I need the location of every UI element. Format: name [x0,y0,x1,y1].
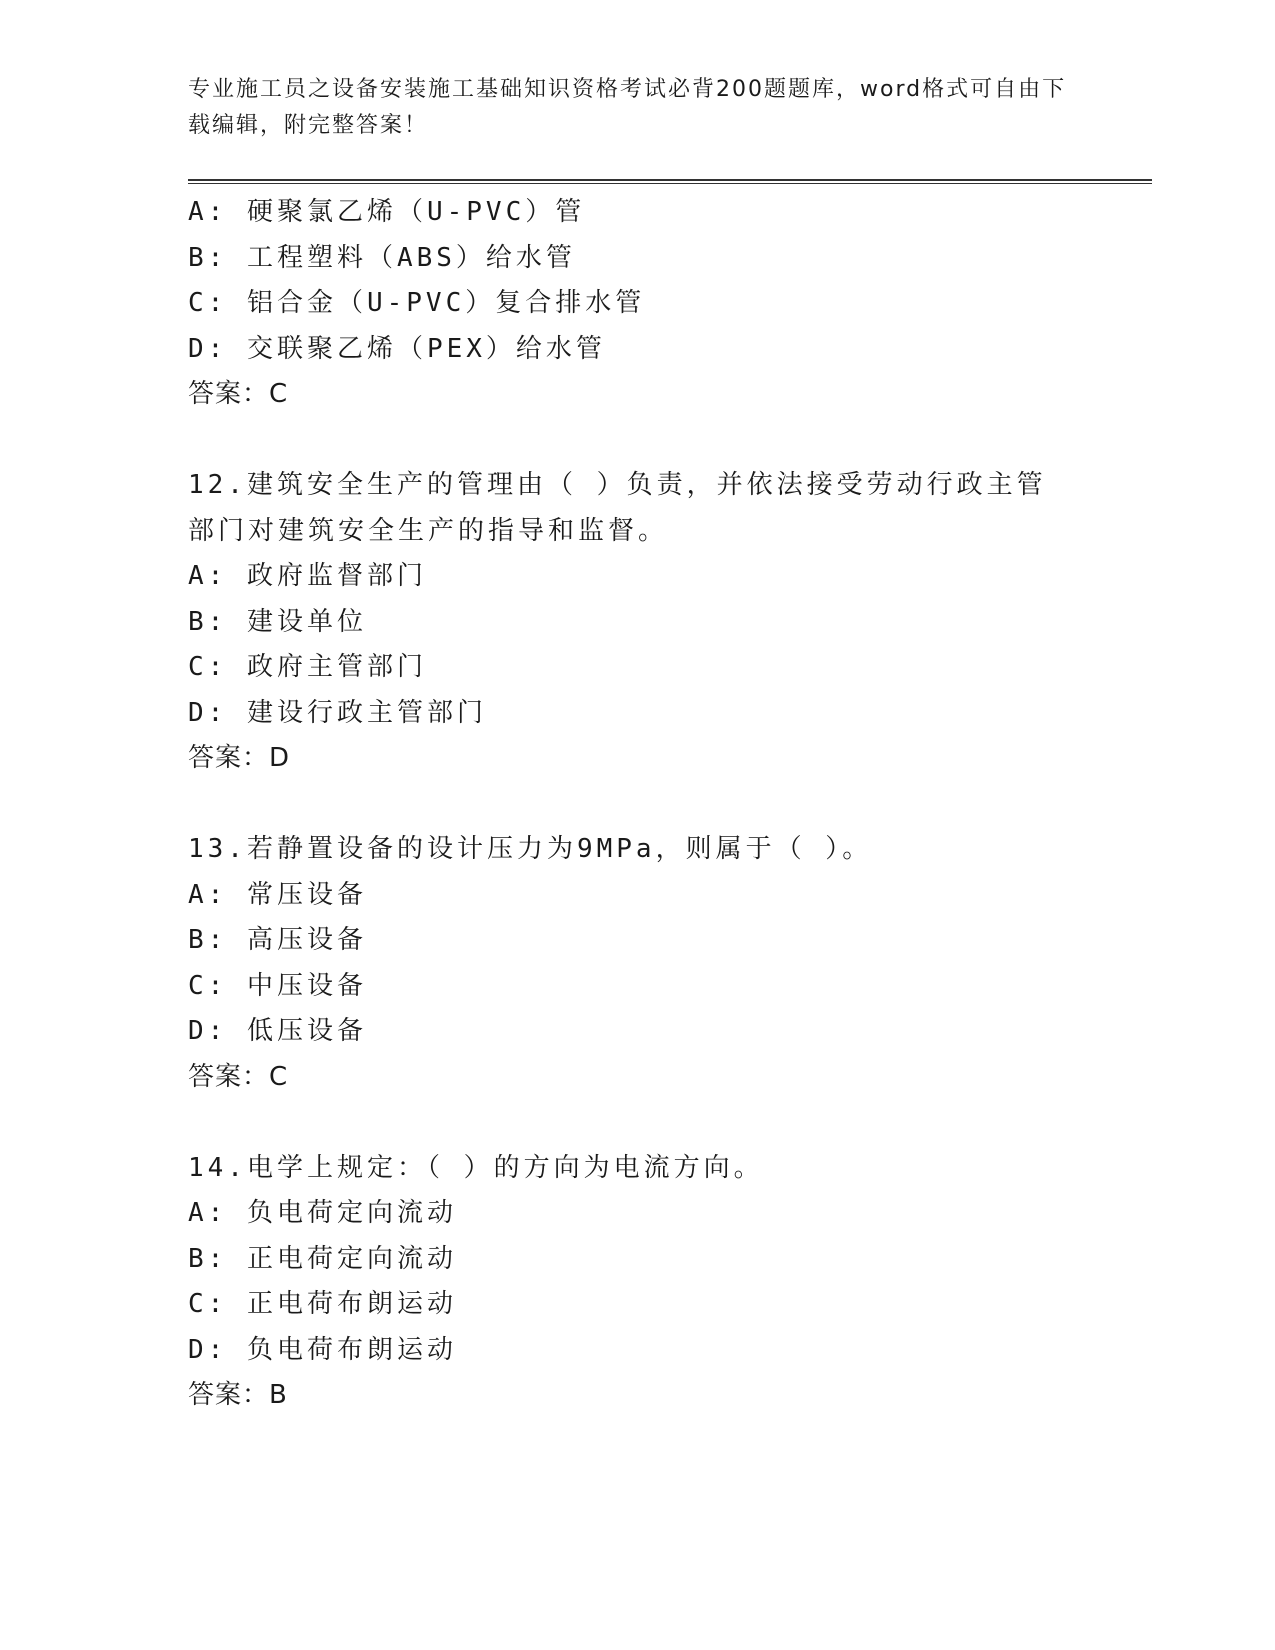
option-b: B: 正电荷定向流动 [188,1243,457,1274]
header-rule-thin [188,183,1152,184]
question-list [188,190,1088,1419]
document-header: 专业施工员之设备安装施工基础知识资格考试必背200题题库，word格式可自由下载编辑，附完整答案！ [188,77,1067,138]
option-b: B: 工程塑料（ABS）给水管 [188,242,576,273]
option-c: C: 政府主管部门 [188,652,427,682]
option-a: A: 常压设备 [188,879,367,910]
option-a: A: 负电荷定向流动 [188,1198,457,1228]
answer: 答案：D [188,743,291,773]
question-13 [188,827,1088,1100]
option-d: D: 建设行政主管部门 [188,697,487,728]
option-a: A: 政府监督部门 [188,561,427,591]
question-text: 12.建筑安全生产的管理由（ ）负责，并依法接受劳动行政主管部门对建筑安全生产的指导和监督。 [188,470,1047,546]
option-b: B: 高压设备 [188,925,367,955]
option-d: D: 负电荷布朗运动 [188,1334,457,1365]
answer: 答案：B [188,1380,288,1410]
spacer [188,418,1088,464]
option-c: C: 中压设备 [188,970,367,1001]
question-12 [188,463,1088,782]
spacer [188,782,1088,828]
answer: 答案：C [188,379,289,409]
spacer [188,1100,1088,1146]
option-d: D: 低压设备 [188,1016,367,1046]
option-d: D: 交联聚乙烯（PEX）给水管 [188,333,606,364]
header-rule [188,179,1152,181]
question-11 [188,190,1088,418]
question-14 [188,1146,1088,1419]
option-b: B: 建设单位 [188,606,367,637]
question-text: 13.若静置设备的设计压力为9MPa，则属于（ ）。 [188,834,873,864]
option-c: C: 正电荷布朗运动 [188,1289,457,1319]
option-a: A: 硬聚氯乙烯（U-PVC）管 [188,197,586,227]
option-c: C: 铝合金（U-PVC）复合排水管 [188,288,646,318]
question-text: 14.电学上规定：（ ）的方向为电流方向。 [188,1152,764,1183]
answer: 答案：C [188,1061,289,1092]
